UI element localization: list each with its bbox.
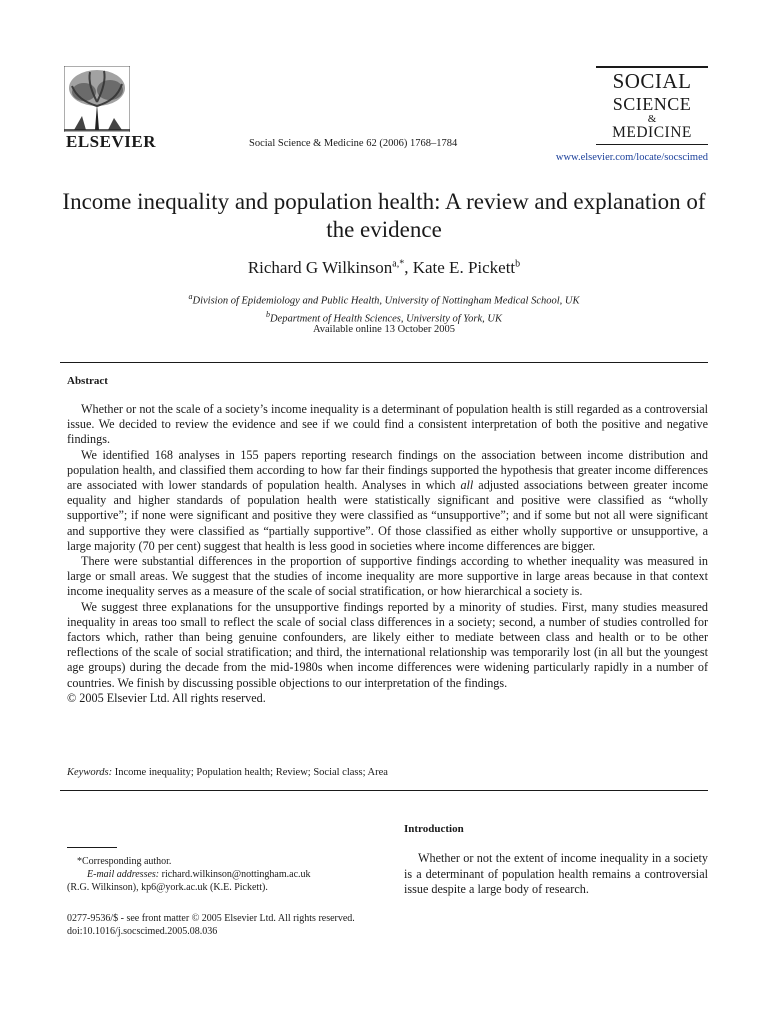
- brand-top-rule: [596, 66, 708, 68]
- affiliation-text: Department of Health Sciences, University of York, UK: [269, 313, 503, 324]
- introduction-heading: Introduction: [404, 823, 464, 835]
- affiliation-line: [60, 308, 708, 326]
- abstract-text: adjusted associations between greater income equality and higher standards of population health were statistically significant and positive were classified as “wholly supportive”; if none were significant and positive they were classified as “unsupportive”; and if some but not all were significant and supportive they were classified as “partially supportive”. Of those classified as either wholly supportive or unsupportive, a large majority (70 per cent) suggest that health is less good in societies where income differences are bigger.: [67, 478, 708, 553]
- email-line-continued: (R.G. Wilkinson), kp6@york.ac.uk (K.E. Pickett).: [67, 882, 268, 893]
- email-label: E-mail addresses:: [87, 869, 160, 880]
- author-name[interactable]: Richard G Wilkinson: [247, 258, 393, 277]
- front-matter-line: 0277-9536/$ - see front matter © 2005 Elsevier Ltd. All rights reserved.: [67, 913, 355, 924]
- author-affiliation-mark: b: [515, 258, 521, 270]
- available-online-date: Available online 13 October 2005: [312, 324, 456, 335]
- brand-line-social: SOCIAL: [612, 69, 692, 93]
- affiliations: [60, 290, 708, 325]
- abstract-body: [67, 402, 708, 706]
- keywords-text: Income inequality; Population health; Review; Social class; Area: [114, 767, 388, 778]
- paper-title: Income inequality and population health: A review and explanation of the evidence: [62, 189, 706, 242]
- abstract-text: We identified 168 analyses in 155 papers reporting research findings on the association between income distribution and population health, and classified them according to how far their findings supported the hypothesis that greater income differences are associated with lower standards of population health. Analyses in which: [67, 447, 708, 493]
- email-address[interactable]: richard.wilkinson@nottingham.ac.uk: [161, 869, 311, 880]
- abstract-emphasis: all: [460, 478, 474, 493]
- footnote-rule: [67, 847, 117, 848]
- brand-ampersand: &: [647, 113, 657, 125]
- brand-line-medicine: MEDICINE: [612, 124, 692, 141]
- abstract-paragraph: There were substantial differences in the proportion of supportive findings according to whether inequality was measured in large or small areas. We suggest that the studies of income inequality are more supportive in large areas because in that context income inequality serves as a measure of the scale of social stratification, or how hierarchical a society is.: [67, 554, 708, 599]
- introduction-body: [404, 851, 708, 898]
- author-separator: ,: [404, 258, 413, 277]
- author-list: [60, 258, 708, 278]
- divider-bottom: [60, 790, 708, 791]
- introduction-paragraph: Whether or not the extent of income inequality in a society is a determinant of population health remains a controversial issue despite a large body of research.: [404, 851, 708, 897]
- affiliation-line: [60, 290, 708, 308]
- brand-line-science: SCIENCE: [612, 94, 692, 114]
- abstract-paragraph: [67, 448, 708, 554]
- divider-top: [60, 362, 708, 363]
- front-matter: [67, 912, 355, 938]
- journal-brand: [596, 66, 708, 145]
- affiliation-mark: b: [265, 309, 270, 319]
- publisher-name: ELSEVIER: [66, 132, 156, 151]
- corresponding-author-note: *Corresponding author.: [77, 856, 172, 867]
- author-affiliation-mark: a,*: [392, 258, 405, 270]
- journal-citation: Social Science & Medicine 62 (2006) 1768–1784: [249, 138, 458, 149]
- keywords: [67, 767, 388, 778]
- affiliation-text: Division of Epidemiology and Public Health, University of Nottingham Medical School, UK: [192, 295, 580, 307]
- brand-bottom-rule: [596, 144, 708, 145]
- abstract-heading: Abstract: [67, 375, 108, 387]
- doi-line[interactable]: doi:10.1016/j.socscimed.2005.08.036: [67, 926, 218, 937]
- journal-website-link[interactable]: www.elsevier.com/locate/socscimed: [555, 152, 708, 163]
- author-name[interactable]: Kate E. Pickett: [412, 258, 516, 277]
- abstract-paragraph: Whether or not the scale of a society’s income inequality is a determinant of population health is still regarded as a controversial issue. We decided to review the evidence and see if we could find a consistent interpretation of both the positive and negative findings.: [67, 402, 708, 447]
- email-line: [67, 868, 372, 881]
- abstract-paragraph: We suggest three explanations for the unsupportive findings reported by a minority of studies. First, many studies measured inequality in areas too small to reflect the scale of social class differences in a society; second, a number of studies controlled for factors which, rather than being genuine confounders, are likely either to mediate between class and health or to be other reflections of the scale of social stratification; and third, the international relationship was temporarily lost (in all but the youngest age groups) during the decade from the mid-1980s when income differences were widening particularly rapidly in a number of countries. We finish by discussing possible objections to our interpretation of the findings.: [67, 599, 708, 690]
- keywords-label: Keywords:: [67, 767, 113, 778]
- copyright-notice: © 2005 Elsevier Ltd. All rights reserved.: [67, 690, 266, 705]
- footnote: [67, 855, 372, 894]
- elsevier-tree-logo: [64, 66, 130, 132]
- affiliation-mark: a: [188, 292, 193, 301]
